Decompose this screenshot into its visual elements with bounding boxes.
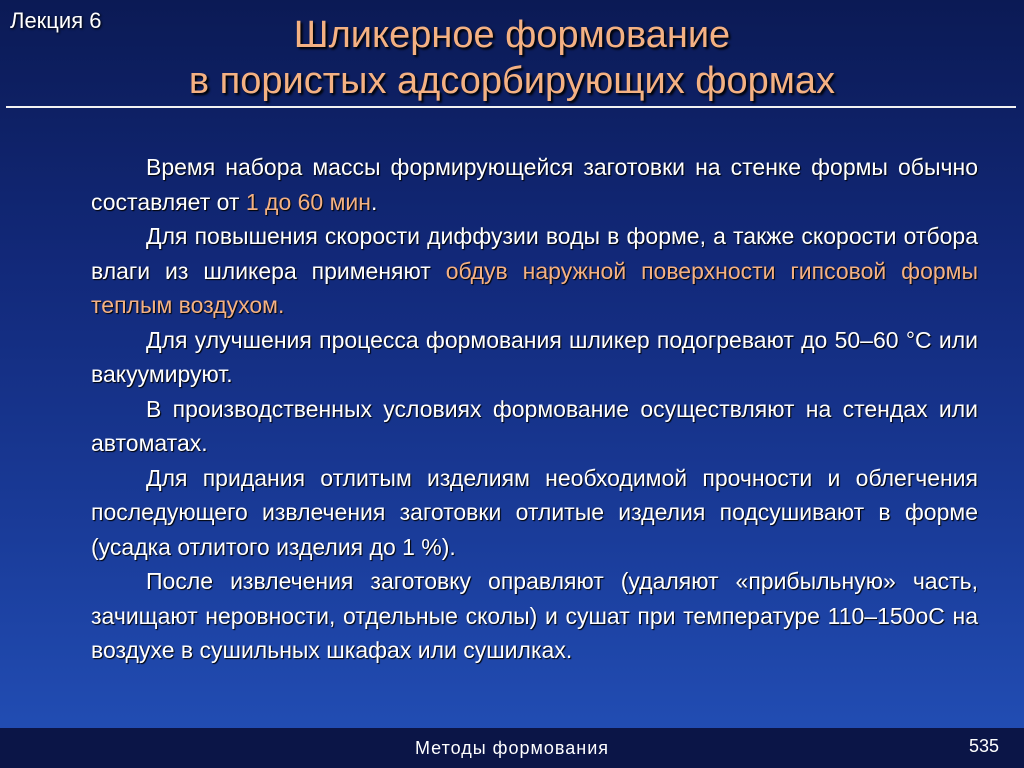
paragraph-1-highlight: 1 до 60 мин [245, 188, 371, 215]
paragraph-2-highlight: обдув наружной поверхности гипсовой формы теплым воздухом [91, 257, 978, 318]
paragraph-1 [91, 150, 978, 219]
paragraph-4: В производственных условиях формование осуществляют на стендах или автоматах. [91, 395, 978, 456]
paragraph-1-text: Время набора массы формирующейся заготовки на стенке формы обычно составляет от [91, 154, 978, 215]
paragraph-3: Для улучшения процесса формования шликер подогревают до 50–60 °С или вакуумируют. [91, 326, 978, 387]
paragraph-2-text: Для повышения скорости диффузии воды в форме, а также скорости отбора влаги из шликера применяют [91, 223, 978, 284]
slide-body [91, 150, 978, 668]
title-line-1: Шликерное формование [293, 14, 731, 56]
title-line-2: в пористых адсорбирующих формах [188, 60, 836, 102]
paragraph-2-end: . [277, 292, 285, 318]
slide-title [0, 12, 1024, 104]
paragraph-2 [91, 219, 978, 323]
footer-bar [0, 728, 1024, 768]
paragraph-5: Для придания отлитым изделиям необходимой прочности и облегчения последующего извлечения заготовки отлитые изделия подсушивают в форме (усадка отлитого изделия до 1 %). [91, 464, 978, 560]
title-divider [6, 106, 1016, 108]
paragraph-6: После извлечения заготовку оправляют (удаляют «прибыльную» часть, зачищают неровности, отдельные сколы) и сушат при температуре 110–150оС на воздухе в сушильных шкафах или сушилках. [91, 568, 978, 663]
lecture-label: Лекция 6 [10, 8, 102, 33]
footer-title: Методы формования [414, 738, 610, 758]
paragraph-1-end: . [370, 188, 378, 215]
page-number: 535 [968, 736, 999, 756]
